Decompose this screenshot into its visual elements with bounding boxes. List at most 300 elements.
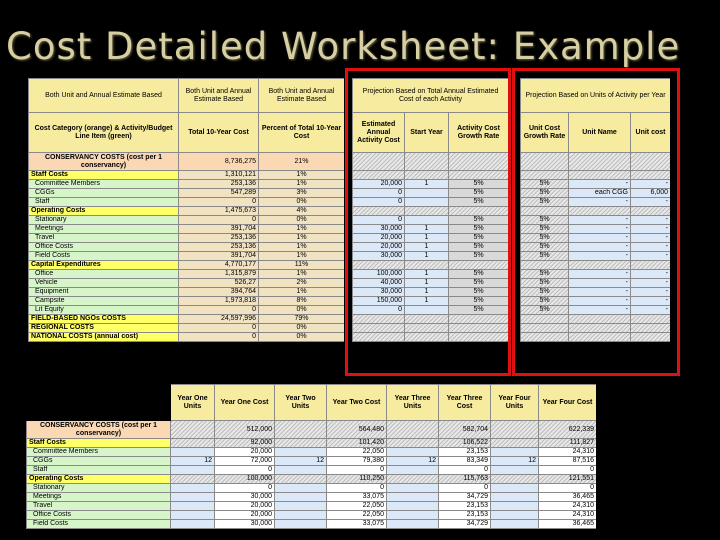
start-year-cell[interactable]: 1: [405, 225, 449, 234]
growth-rate-cell[interactable]: 5%: [449, 234, 509, 243]
unit-name-cell[interactable]: [569, 171, 631, 180]
cost-cell[interactable]: 0: [215, 466, 275, 475]
cost-cell[interactable]: 22,050: [327, 502, 387, 511]
start-year-cell[interactable]: 1: [405, 252, 449, 261]
unit-name-cell[interactable]: -: [569, 306, 631, 315]
cost-cell[interactable]: 87,516: [539, 457, 597, 466]
unit-cost-cell[interactable]: -: [631, 297, 671, 306]
start-year-cell[interactable]: 1: [405, 279, 449, 288]
unit-cost-cell[interactable]: -: [631, 180, 671, 189]
row-label-staff[interactable]: Staff: [27, 466, 171, 475]
table-row: [27, 520, 597, 529]
percent-cell[interactable]: 11%: [259, 261, 345, 270]
cost-cell[interactable]: 101,420: [327, 439, 387, 448]
estimated-cost-cell[interactable]: [353, 261, 405, 270]
growth-rate-cell[interactable]: [449, 324, 509, 333]
units-cell[interactable]: [275, 448, 327, 457]
units-cell[interactable]: [171, 520, 215, 529]
unit-growth-rate-cell[interactable]: [521, 261, 569, 270]
cost-cell[interactable]: 111,827: [539, 439, 597, 448]
growth-rate-cell[interactable]: [449, 315, 509, 324]
row-label-field-based-ngos-costs[interactable]: FIELD-BASED NGOs COSTS: [29, 315, 179, 324]
cost-cell[interactable]: 33,075: [327, 493, 387, 502]
unit-cost-cell[interactable]: [631, 207, 671, 216]
growth-rate-cell[interactable]: [449, 171, 509, 180]
start-year-cell[interactable]: [405, 171, 449, 180]
cost-cell[interactable]: 0: [327, 466, 387, 475]
percent-cell[interactable]: 1%: [259, 288, 345, 297]
cost-cell[interactable]: 33,075: [327, 520, 387, 529]
percent-cell[interactable]: 1%: [259, 252, 345, 261]
growth-rate-cell[interactable]: 5%: [449, 270, 509, 279]
row-label-meetings[interactable]: Meetings: [27, 493, 171, 502]
total-cost-cell[interactable]: 253,136: [179, 234, 259, 243]
units-cell[interactable]: [275, 511, 327, 520]
row-label-meetings[interactable]: Meetings: [29, 225, 179, 234]
growth-rate-cell[interactable]: 5%: [449, 225, 509, 234]
row-label-travel[interactable]: Travel: [27, 502, 171, 511]
units-cell[interactable]: [387, 502, 439, 511]
estimated-cost-cell[interactable]: 20,000: [353, 180, 405, 189]
unit-name-cell[interactable]: -: [569, 288, 631, 297]
table-row: [521, 315, 671, 324]
total-cost-cell[interactable]: 391,704: [179, 225, 259, 234]
growth-rate-cell[interactable]: 5%: [449, 243, 509, 252]
unit-growth-rate-cell[interactable]: [521, 153, 569, 171]
cost-cell[interactable]: 20,000: [215, 448, 275, 457]
cost-cell[interactable]: 0: [327, 484, 387, 493]
start-year-cell[interactable]: 1: [405, 243, 449, 252]
unit-growth-rate-cell[interactable]: 5%: [521, 252, 569, 261]
units-cell[interactable]: [275, 466, 327, 475]
total-cost-cell[interactable]: 0: [179, 198, 259, 207]
column-header-year-one-units: Year One Units: [171, 385, 215, 421]
units-cell[interactable]: [387, 421, 439, 439]
units-cell[interactable]: [171, 475, 215, 484]
total-cost-cell[interactable]: 0: [179, 333, 259, 342]
cost-cell[interactable]: 22,050: [327, 448, 387, 457]
start-year-cell[interactable]: 1: [405, 297, 449, 306]
unit-growth-rate-cell[interactable]: 5%: [521, 225, 569, 234]
unit-name-cell[interactable]: -: [569, 270, 631, 279]
unit-growth-rate-cell[interactable]: 5%: [521, 306, 569, 315]
unit-cost-cell[interactable]: [631, 324, 671, 333]
start-year-cell[interactable]: [405, 333, 449, 342]
row-label-regional-costs[interactable]: REGIONAL COSTS: [29, 324, 179, 333]
units-cell[interactable]: [171, 448, 215, 457]
unit-name-cell[interactable]: [569, 333, 631, 342]
total-cost-cell[interactable]: 394,764: [179, 288, 259, 297]
start-year-cell[interactable]: 1: [405, 180, 449, 189]
growth-rate-cell[interactable]: 5%: [449, 297, 509, 306]
percent-cell[interactable]: 1%: [259, 171, 345, 180]
units-cell[interactable]: [491, 421, 539, 439]
units-cell[interactable]: [171, 466, 215, 475]
percent-cell[interactable]: 1%: [259, 225, 345, 234]
estimated-cost-cell[interactable]: 0: [353, 189, 405, 198]
unit-name-cell[interactable]: [569, 207, 631, 216]
growth-rate-cell[interactable]: 5%: [449, 180, 509, 189]
unit-cost-cell[interactable]: -: [631, 288, 671, 297]
table-row: [27, 439, 597, 448]
unit-name-cell[interactable]: -: [569, 216, 631, 225]
projection-units-sheet: [520, 78, 670, 368]
table-row: [29, 333, 345, 342]
unit-growth-rate-cell[interactable]: [521, 315, 569, 324]
cost-cell[interactable]: 83,349: [439, 457, 491, 466]
unit-cost-cell[interactable]: -: [631, 216, 671, 225]
percent-cell[interactable]: 0%: [259, 216, 345, 225]
units-cell[interactable]: [491, 448, 539, 457]
units-cell[interactable]: [171, 484, 215, 493]
units-cell[interactable]: [275, 502, 327, 511]
table-row: [29, 234, 345, 243]
unit-cost-cell[interactable]: -: [631, 243, 671, 252]
total-cost-cell[interactable]: 547,289: [179, 189, 259, 198]
unit-name-cell[interactable]: -: [569, 225, 631, 234]
table-row: [353, 252, 509, 261]
unit-growth-rate-cell[interactable]: 5%: [521, 288, 569, 297]
percent-cell[interactable]: 0%: [259, 324, 345, 333]
row-label-cggs[interactable]: CGGs: [29, 189, 179, 198]
units-cell[interactable]: [275, 493, 327, 502]
cost-cell[interactable]: 92,000: [215, 439, 275, 448]
growth-rate-cell[interactable]: [449, 207, 509, 216]
unit-cost-cell[interactable]: [631, 153, 671, 171]
units-cell[interactable]: 12: [171, 457, 215, 466]
total-cost-cell[interactable]: 0: [179, 324, 259, 333]
cost-cell[interactable]: 0: [539, 484, 597, 493]
unit-name-cell[interactable]: -: [569, 252, 631, 261]
start-year-cell[interactable]: [405, 324, 449, 333]
percent-cell[interactable]: 8%: [259, 297, 345, 306]
table-row: [27, 484, 597, 493]
cost-cell[interactable]: 0: [215, 484, 275, 493]
row-label-operating-costs[interactable]: Operating Costs: [29, 207, 179, 216]
total-cost-cell[interactable]: 526,27: [179, 279, 259, 288]
start-year-cell[interactable]: [405, 153, 449, 171]
row-label-campsite[interactable]: Campsite: [29, 297, 179, 306]
growth-rate-cell[interactable]: 5%: [449, 306, 509, 315]
growth-rate-cell[interactable]: 5%: [449, 189, 509, 198]
cost-cell[interactable]: 512,000: [215, 421, 275, 439]
cost-cell[interactable]: 110,250: [327, 475, 387, 484]
units-cell[interactable]: [491, 502, 539, 511]
total-cost-cell[interactable]: 24,597,996: [179, 315, 259, 324]
start-year-cell[interactable]: [405, 207, 449, 216]
row-label-staff-costs[interactable]: Staff Costs: [27, 439, 171, 448]
cost-cell[interactable]: 34,729: [439, 493, 491, 502]
row-label-operating-costs[interactable]: Operating Costs: [27, 475, 171, 484]
cost-cell[interactable]: 115,763: [439, 475, 491, 484]
unit-name-cell[interactable]: -: [569, 279, 631, 288]
row-label-cggs[interactable]: CGGs: [27, 457, 171, 466]
total-cost-cell[interactable]: 8,736,275: [179, 153, 259, 171]
table-row: [521, 270, 671, 279]
total-cost-cell[interactable]: 253,136: [179, 243, 259, 252]
table-row: [29, 315, 345, 324]
estimated-cost-cell[interactable]: 0: [353, 306, 405, 315]
units-cell[interactable]: [275, 475, 327, 484]
unit-name-cell[interactable]: [569, 261, 631, 270]
table-row: [29, 288, 345, 297]
table-row: [353, 324, 509, 333]
unit-name-cell[interactable]: -: [569, 243, 631, 252]
start-year-cell[interactable]: [405, 261, 449, 270]
estimated-cost-cell[interactable]: 100,000: [353, 270, 405, 279]
percent-cell[interactable]: 79%: [259, 315, 345, 324]
cost-cell[interactable]: 20,000: [215, 502, 275, 511]
row-label-travel[interactable]: Travel: [29, 234, 179, 243]
estimated-cost-cell[interactable]: 30,000: [353, 288, 405, 297]
unit-growth-rate-cell[interactable]: 5%: [521, 279, 569, 288]
units-cell[interactable]: [491, 520, 539, 529]
cost-summary-sheet: [28, 78, 344, 368]
row-label-staff[interactable]: Staff: [29, 198, 179, 207]
cost-cell[interactable]: 582,704: [439, 421, 491, 439]
cost-cell[interactable]: 22,050: [327, 511, 387, 520]
row-label-stationary[interactable]: Stationary: [27, 484, 171, 493]
cost-cell[interactable]: 24,310: [539, 502, 597, 511]
estimated-cost-cell[interactable]: [353, 315, 405, 324]
row-label-committee-members[interactable]: Committee Members: [29, 180, 179, 189]
unit-growth-rate-cell[interactable]: 5%: [521, 297, 569, 306]
estimated-cost-cell[interactable]: 40,000: [353, 279, 405, 288]
growth-rate-cell[interactable]: 5%: [449, 279, 509, 288]
unit-name-cell[interactable]: [569, 324, 631, 333]
estimated-cost-cell[interactable]: [353, 171, 405, 180]
start-year-cell[interactable]: [405, 216, 449, 225]
unit-name-cell[interactable]: -: [569, 234, 631, 243]
units-cell[interactable]: [387, 475, 439, 484]
estimated-cost-cell[interactable]: [353, 207, 405, 216]
unit-name-cell[interactable]: -: [569, 297, 631, 306]
cost-cell[interactable]: 72,000: [215, 457, 275, 466]
units-cell[interactable]: [491, 466, 539, 475]
start-year-cell[interactable]: 1: [405, 234, 449, 243]
estimated-cost-cell[interactable]: 20,000: [353, 243, 405, 252]
unit-growth-rate-cell[interactable]: [521, 207, 569, 216]
cost-cell[interactable]: 23,153: [439, 502, 491, 511]
estimated-cost-cell[interactable]: 150,000: [353, 297, 405, 306]
cost-cell[interactable]: 36,465: [539, 493, 597, 502]
units-cell[interactable]: [387, 466, 439, 475]
row-label-office[interactable]: Office: [29, 270, 179, 279]
row-label-office-costs[interactable]: Office Costs: [27, 511, 171, 520]
row-label-field-costs[interactable]: Field Costs: [27, 520, 171, 529]
unit-growth-rate-cell[interactable]: 5%: [521, 189, 569, 198]
total-cost-cell[interactable]: 4,770,177: [179, 261, 259, 270]
cost-cell[interactable]: 100,000: [215, 475, 275, 484]
percent-cell[interactable]: 1%: [259, 234, 345, 243]
units-cell[interactable]: [491, 511, 539, 520]
unit-growth-rate-cell[interactable]: 5%: [521, 216, 569, 225]
units-cell[interactable]: [275, 421, 327, 439]
start-year-cell[interactable]: [405, 315, 449, 324]
percent-cell[interactable]: 0%: [259, 306, 345, 315]
estimated-cost-cell[interactable]: 0: [353, 198, 405, 207]
total-cost-cell[interactable]: 1,973,818: [179, 297, 259, 306]
growth-rate-cell[interactable]: [449, 153, 509, 171]
unit-name-cell[interactable]: [569, 153, 631, 171]
estimated-cost-cell[interactable]: [353, 324, 405, 333]
units-cell[interactable]: 12: [387, 457, 439, 466]
growth-rate-cell[interactable]: [449, 261, 509, 270]
cost-cell[interactable]: 24,310: [539, 511, 597, 520]
unit-name-cell[interactable]: each CGG: [569, 189, 631, 198]
cost-cell[interactable]: 30,000: [215, 520, 275, 529]
row-label-national-costs-annual-cost[interactable]: NATIONAL COSTS (annual cost): [29, 333, 179, 342]
unit-cost-cell[interactable]: -: [631, 225, 671, 234]
unit-name-cell[interactable]: -: [569, 180, 631, 189]
start-year-cell[interactable]: 1: [405, 288, 449, 297]
cost-cell[interactable]: 564,480: [327, 421, 387, 439]
estimated-cost-cell[interactable]: [353, 333, 405, 342]
percent-cell[interactable]: 0%: [259, 333, 345, 342]
cost-cell[interactable]: 36,465: [539, 520, 597, 529]
unit-cost-cell[interactable]: -: [631, 306, 671, 315]
cost-cell[interactable]: 34,729: [439, 520, 491, 529]
cost-cell[interactable]: 0: [539, 466, 597, 475]
cost-cell[interactable]: 30,000: [215, 493, 275, 502]
units-cell[interactable]: [171, 502, 215, 511]
unit-growth-rate-cell[interactable]: 5%: [521, 180, 569, 189]
unit-cost-cell[interactable]: [631, 333, 671, 342]
unit-growth-rate-cell[interactable]: 5%: [521, 270, 569, 279]
units-cell[interactable]: [387, 520, 439, 529]
row-label-vehicle[interactable]: Vehicle: [29, 279, 179, 288]
unit-growth-rate-cell[interactable]: 5%: [521, 243, 569, 252]
total-cost-cell[interactable]: 391,704: [179, 252, 259, 261]
total-cost-cell[interactable]: 1,315,879: [179, 270, 259, 279]
growth-rate-cell[interactable]: [449, 333, 509, 342]
unit-cost-cell[interactable]: -: [631, 270, 671, 279]
units-cell[interactable]: [387, 511, 439, 520]
percent-cell[interactable]: 4%: [259, 207, 345, 216]
units-cell[interactable]: [171, 493, 215, 502]
table-row: [521, 279, 671, 288]
unit-name-cell[interactable]: [569, 315, 631, 324]
table-row: [27, 511, 597, 520]
column-header-year-three-units: Year Three Units: [387, 385, 439, 421]
cost-cell[interactable]: 0: [439, 466, 491, 475]
percent-cell[interactable]: 1%: [259, 243, 345, 252]
row-label-lit-equity[interactable]: Lit Equity: [29, 306, 179, 315]
unit-growth-rate-cell[interactable]: [521, 324, 569, 333]
total-cost-cell[interactable]: 1,475,673: [179, 207, 259, 216]
cost-cell[interactable]: 24,310: [539, 448, 597, 457]
units-cell[interactable]: [171, 439, 215, 448]
cost-cell[interactable]: 121,551: [539, 475, 597, 484]
start-year-cell[interactable]: [405, 306, 449, 315]
cost-cell[interactable]: 79,380: [327, 457, 387, 466]
row-label-stationary[interactable]: Stationary: [29, 216, 179, 225]
table-row: [353, 333, 509, 342]
units-cell[interactable]: 12: [275, 457, 327, 466]
percent-cell[interactable]: 3%: [259, 189, 345, 198]
start-year-cell[interactable]: [405, 189, 449, 198]
unit-cost-cell[interactable]: 6,000: [631, 189, 671, 198]
unit-cost-cell[interactable]: -: [631, 234, 671, 243]
row-label-capital-expenditures[interactable]: Capital Expenditures: [29, 261, 179, 270]
unit-cost-cell[interactable]: [631, 315, 671, 324]
units-cell[interactable]: [275, 520, 327, 529]
header-unit-annual-1: Both Unit and Annual Estimate Based: [29, 79, 179, 113]
units-cell[interactable]: [275, 484, 327, 493]
estimated-cost-cell[interactable]: 30,000: [353, 225, 405, 234]
growth-rate-cell[interactable]: 5%: [449, 288, 509, 297]
row-label-conservancy-costs-cost-per-1-conservancy[interactable]: CONSERVANCY COSTS (cost per 1 conservancy): [27, 421, 171, 439]
unit-name-cell[interactable]: -: [569, 198, 631, 207]
percent-cell[interactable]: 2%: [259, 279, 345, 288]
total-cost-cell[interactable]: 253,136: [179, 180, 259, 189]
cost-cell[interactable]: 0: [439, 484, 491, 493]
cost-cell[interactable]: 20,000: [215, 511, 275, 520]
start-year-cell[interactable]: [405, 198, 449, 207]
units-cell[interactable]: [491, 484, 539, 493]
unit-cost-cell[interactable]: -: [631, 279, 671, 288]
unit-cost-cell[interactable]: [631, 171, 671, 180]
row-label-staff-costs[interactable]: Staff Costs: [29, 171, 179, 180]
estimated-cost-cell[interactable]: [353, 153, 405, 171]
table-row: [353, 315, 509, 324]
unit-growth-rate-cell[interactable]: 5%: [521, 234, 569, 243]
unit-cost-cell[interactable]: -: [631, 198, 671, 207]
start-year-cell[interactable]: 1: [405, 270, 449, 279]
units-cell[interactable]: [387, 493, 439, 502]
growth-rate-cell[interactable]: 5%: [449, 216, 509, 225]
units-cell[interactable]: 12: [491, 457, 539, 466]
growth-rate-cell[interactable]: 5%: [449, 198, 509, 207]
estimated-cost-cell[interactable]: 0: [353, 216, 405, 225]
units-cell[interactable]: [171, 511, 215, 520]
unit-growth-rate-cell[interactable]: 5%: [521, 198, 569, 207]
unit-growth-rate-cell[interactable]: [521, 333, 569, 342]
units-cell[interactable]: [171, 421, 215, 439]
units-cell[interactable]: [387, 448, 439, 457]
units-cell[interactable]: [491, 493, 539, 502]
units-cell[interactable]: [275, 439, 327, 448]
unit-growth-rate-cell[interactable]: [521, 171, 569, 180]
total-cost-cell[interactable]: 0: [179, 306, 259, 315]
units-cell[interactable]: [491, 475, 539, 484]
row-label-field-costs[interactable]: Field Costs: [29, 252, 179, 261]
cost-cell[interactable]: 622,339: [539, 421, 597, 439]
estimated-cost-cell[interactable]: 20,000: [353, 234, 405, 243]
cost-cell[interactable]: 106,522: [439, 439, 491, 448]
cost-cell[interactable]: 23,153: [439, 448, 491, 457]
total-cost-cell[interactable]: 1,310,121: [179, 171, 259, 180]
units-cell[interactable]: [491, 439, 539, 448]
percent-cell[interactable]: 21%: [259, 153, 345, 171]
percent-cell[interactable]: 1%: [259, 180, 345, 189]
growth-rate-cell[interactable]: 5%: [449, 252, 509, 261]
units-cell[interactable]: [387, 439, 439, 448]
estimated-cost-cell[interactable]: 30,000: [353, 252, 405, 261]
row-label-equipment[interactable]: Equipment: [29, 288, 179, 297]
units-cell[interactable]: [387, 484, 439, 493]
row-label-committee-members[interactable]: Committee Members: [27, 448, 171, 457]
percent-cell[interactable]: 0%: [259, 198, 345, 207]
unit-cost-cell[interactable]: [631, 261, 671, 270]
table-row: [353, 153, 509, 171]
unit-cost-cell[interactable]: -: [631, 252, 671, 261]
percent-cell[interactable]: 1%: [259, 270, 345, 279]
total-cost-cell[interactable]: 0: [179, 216, 259, 225]
row-label-conservancy-costs-cost-per-1-conservancy[interactable]: CONSERVANCY COSTS (cost per 1 conservancy): [29, 153, 179, 171]
row-label-office-costs[interactable]: Office Costs: [29, 243, 179, 252]
cost-cell[interactable]: 23,153: [439, 511, 491, 520]
